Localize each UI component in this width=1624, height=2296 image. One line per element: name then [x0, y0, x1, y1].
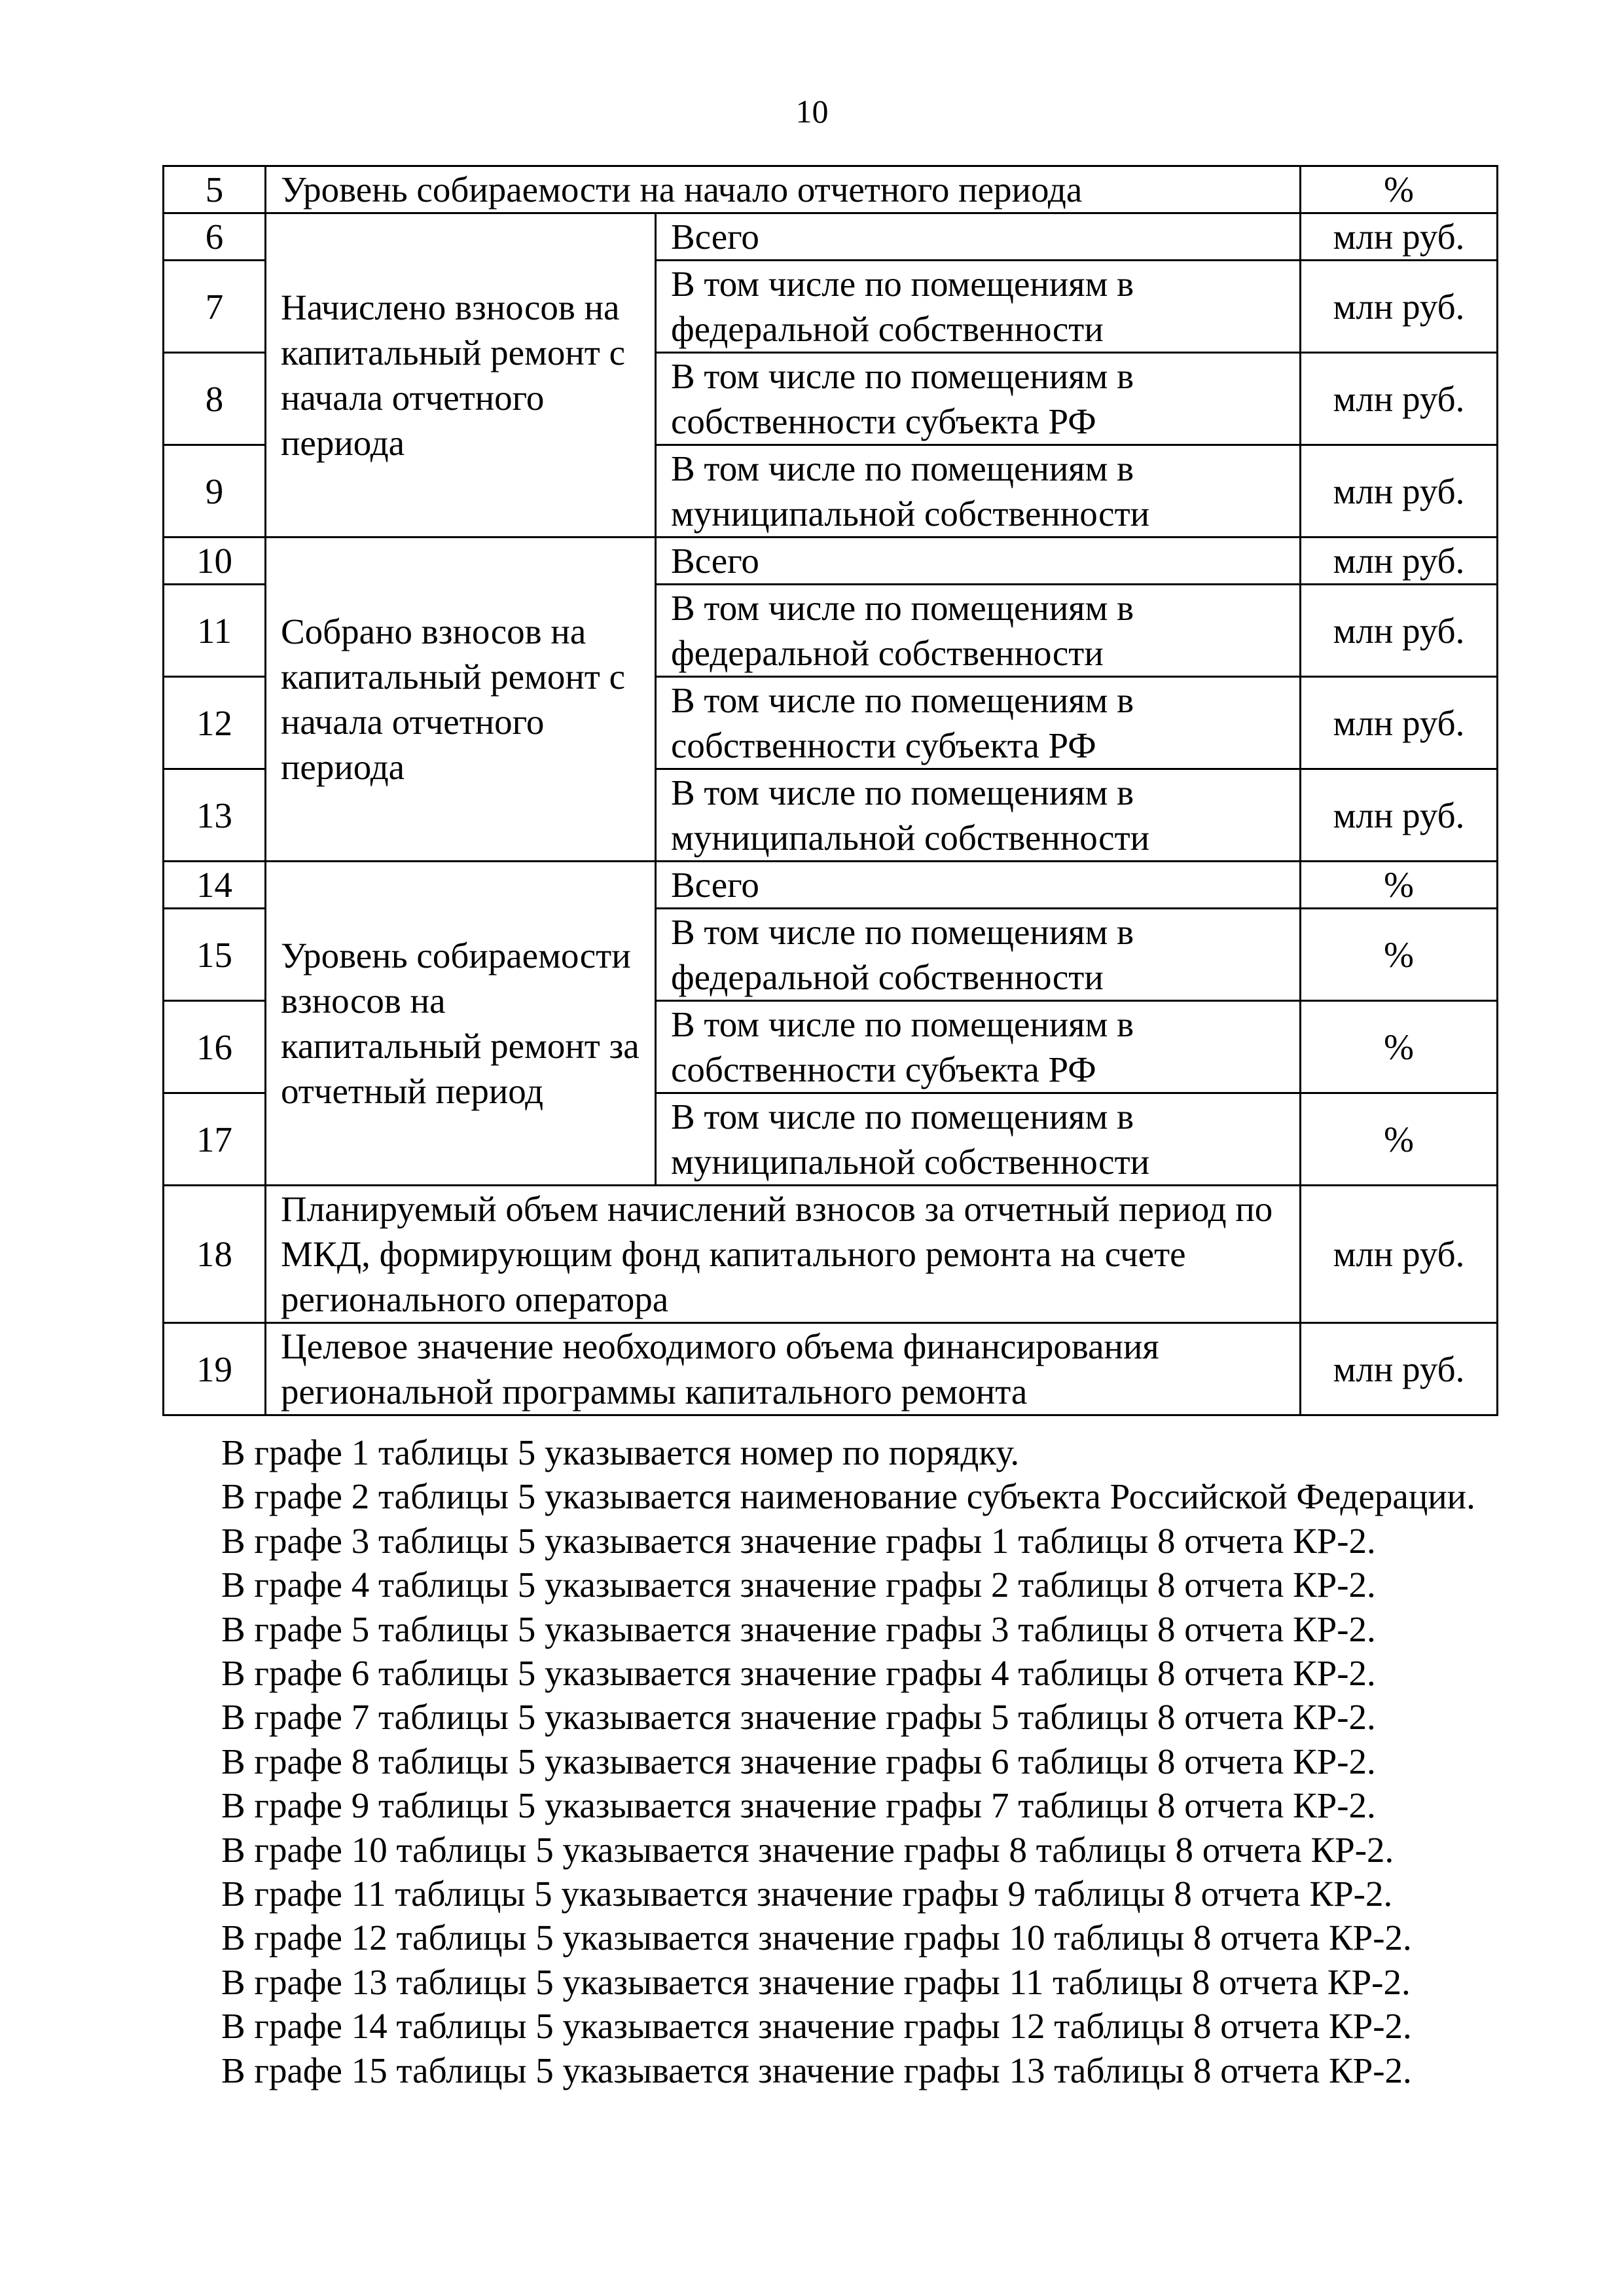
row-sub-label: В том числе по помещениям в федеральной собственности	[656, 909, 1301, 1001]
row-sub-label: Всего	[656, 213, 1301, 261]
group-label-accrued: Начислено взносов на капитальный ремонт с начала отчетного периода	[266, 213, 656, 538]
group-label-level: Уровень собираемости взносов на капитальный ремонт за отчетный период	[266, 862, 656, 1186]
row-sub-label: В том числе по помещениям в собственности субъекта РФ	[656, 1001, 1301, 1093]
row-unit: млн руб.	[1301, 538, 1498, 585]
table-row	[164, 538, 1498, 585]
row-number: 14	[164, 862, 266, 909]
table-row	[164, 1323, 1498, 1415]
row-unit: %	[1301, 1001, 1498, 1093]
row-unit: млн руб.	[1301, 445, 1498, 538]
row-number: 17	[164, 1093, 266, 1186]
paragraph: В графе 8 таблицы 5 указывается значение графы 6 таблицы 8 отчета КР-2.	[221, 1741, 1376, 1781]
row-sub-label: В том числе по помещениям в федеральной собственности	[656, 261, 1301, 353]
row-number: 6	[164, 213, 266, 261]
paragraph: В графе 12 таблицы 5 указывается значение графы 10 таблицы 8 отчета КР-2.	[221, 1918, 1412, 1958]
row-number: 18	[164, 1186, 266, 1323]
row-number: 7	[164, 261, 266, 353]
row-sub-label: В том числе по помещениям в федеральной собственности	[656, 585, 1301, 677]
row-sub-label: В том числе по помещениям в собственности субъекта РФ	[656, 353, 1301, 445]
page-number: 10	[795, 93, 829, 130]
row-unit: млн руб.	[1301, 1186, 1498, 1323]
group-label-collected: Собрано взносов на капитальный ремонт с начала отчетного периода	[266, 538, 656, 862]
row-sub-label: В том числе по помещениям в муниципальной собственности	[656, 1093, 1301, 1186]
paragraph: В графе 10 таблицы 5 указывается значение графы 8 таблицы 8 отчета КР-2.	[221, 1829, 1394, 1870]
paragraph: В графе 5 таблицы 5 указывается значение графы 3 таблицы 8 отчета КР-2.	[221, 1609, 1376, 1649]
row-unit: млн руб.	[1301, 261, 1498, 353]
row-number: 5	[164, 166, 266, 213]
row-unit: млн руб.	[1301, 769, 1498, 862]
table-row	[164, 213, 1498, 261]
paragraph: В графе 9 таблицы 5 указывается значение графы 7 таблицы 8 отчета КР-2.	[221, 1785, 1376, 1826]
row-unit: %	[1301, 1093, 1498, 1186]
row-number: 11	[164, 585, 266, 677]
row-sub-label: Всего	[656, 862, 1301, 909]
row-unit: млн руб.	[1301, 353, 1498, 445]
row-number: 9	[164, 445, 266, 538]
paragraph: В графе 2 таблицы 5 указывается наименование субъекта Российской Федерации.	[221, 1476, 1475, 1517]
row-number: 15	[164, 909, 266, 1001]
row-label: Целевое значение необходимого объема финансирования региональной программы капитального ремонта	[266, 1323, 1301, 1415]
row-unit: %	[1301, 862, 1498, 909]
row-sub-label: В том числе по помещениям в муниципальной собственности	[656, 445, 1301, 538]
row-number: 13	[164, 769, 266, 862]
paragraph: В графе 13 таблицы 5 указывается значение графы 11 таблицы 8 отчета КР-2.	[221, 1961, 1411, 2002]
row-unit: %	[1301, 909, 1498, 1001]
row-unit: млн руб.	[1301, 1323, 1498, 1415]
paragraph: В графе 14 таблицы 5 указывается значение графы 12 таблицы 8 отчета КР-2.	[221, 2006, 1412, 2047]
row-unit: млн руб.	[1301, 213, 1498, 261]
paragraph: В графе 7 таблицы 5 указывается значение графы 5 таблицы 8 отчета КР-2.	[221, 1697, 1376, 1738]
row-unit: млн руб.	[1301, 677, 1498, 769]
row-number: 8	[164, 353, 266, 445]
row-number: 16	[164, 1001, 266, 1093]
paragraph: В графе 3 таблицы 5 указывается значение графы 1 таблицы 8 отчета КР-2.	[221, 1520, 1376, 1561]
paragraph: В графе 11 таблицы 5 указывается значение графы 9 таблицы 8 отчета КР-2.	[221, 1874, 1393, 1914]
paragraph: В графе 4 таблицы 5 указывается значение графы 2 таблицы 8 отчета КР-2.	[221, 1565, 1376, 1605]
table-row	[164, 166, 1498, 213]
row-sub-label: В том числе по помещениям в муниципальной собственности	[656, 769, 1301, 862]
indicators-table	[162, 165, 1498, 1416]
paragraph: В графе 1 таблицы 5 указывается номер по порядку.	[221, 1432, 1020, 1472]
row-number: 19	[164, 1323, 266, 1415]
row-unit: млн руб.	[1301, 585, 1498, 677]
paragraph: В графе 6 таблицы 5 указывается значение графы 4 таблицы 8 отчета КР-2.	[221, 1653, 1376, 1694]
row-sub-label: Всего	[656, 538, 1301, 585]
row-number: 10	[164, 538, 266, 585]
body-text	[162, 1430, 1511, 2092]
row-sub-label: В том числе по помещениям в собственности субъекта РФ	[656, 677, 1301, 769]
row-label: Планируемый объем начислений взносов за отчетный период по МКД, формирующим фонд капитального ремонта на счете регионального оператора	[266, 1186, 1301, 1323]
table-row	[164, 862, 1498, 909]
row-unit: %	[1301, 166, 1498, 213]
table-row	[164, 1186, 1498, 1323]
row-number: 12	[164, 677, 266, 769]
row-label: Уровень собираемости на начало отчетного периода	[266, 166, 1301, 213]
paragraph: В графе 15 таблицы 5 указывается значение графы 13 таблицы 8 отчета КР-2.	[221, 2050, 1412, 2090]
